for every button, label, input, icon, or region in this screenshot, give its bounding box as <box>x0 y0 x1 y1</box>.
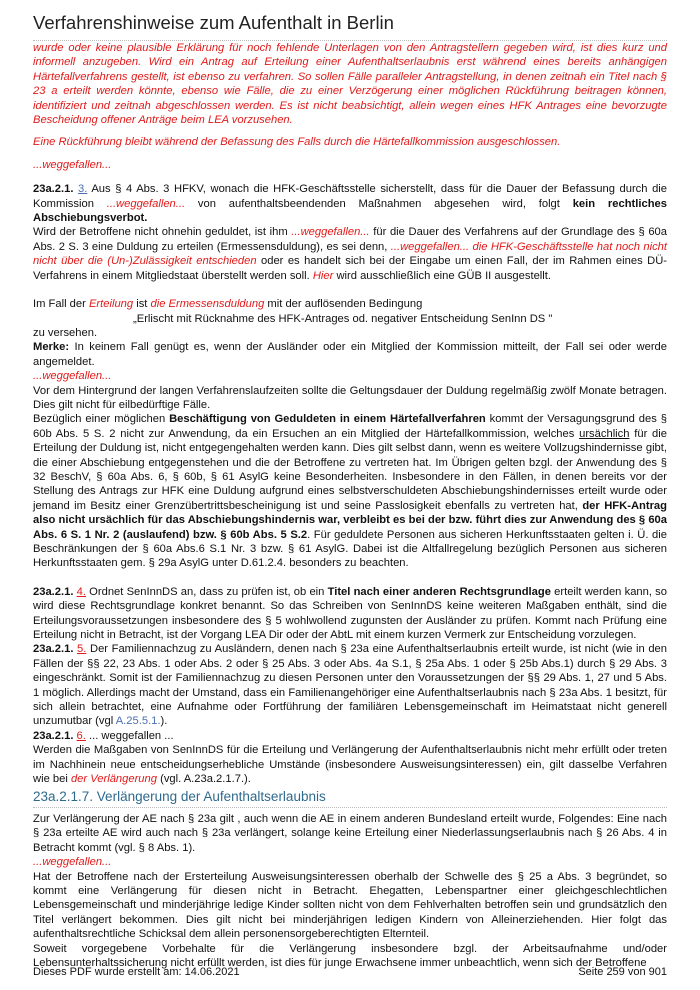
weggefallen-inline: ...weggefallen... <box>106 197 186 210</box>
bold-text: der HFK-Antrag also nicht ursächlich für das Abschiebungshindernis war, verbleibt es bei der bzw. führt dies zur Anwendung des § 60a Abs. 6 S. 1 Nr. 2 (auslaufend) bzw. § 60b Abs. 5 S.2 <box>33 499 667 541</box>
section-6-paragraph <box>33 729 667 743</box>
text: Werden die Maßgaben von SenInnDS für die Erteilung und Verlängerung der Aufenthaltserlaubnis nicht mehr erfüllt oder treten im Nachhinein neue entscheidungserhebliche Umstände (insbesondere Ausweisungsinteressen) ein, gilt dasselbe Verfahren wie bei <box>33 744 667 786</box>
section-6-paragraph-2 <box>33 743 667 786</box>
condition-quote: „Erlischt mit Rücknahme des HFK-Antrages od. negativer Entscheidung SenInn DS " <box>133 312 553 325</box>
red-inline: Hier <box>312 269 334 282</box>
merke-paragraph <box>33 340 667 369</box>
weggefallen-note: ...weggefallen... <box>33 370 112 383</box>
text: Aus § 4 Abs. 3 HFKV, wonach die HFK-Geschäftsstelle sicherstellt, dass für die Dauer der Befassung durch die Kommission <box>33 183 668 210</box>
fall-paragraph <box>33 297 667 311</box>
red-inline: ...weggefallen... die HFK-Geschäftsstelle hat noch nicht nicht über die (Un-)Zulässigkeit entschieden <box>33 240 667 268</box>
text: . Für geduldete Personen aus sicheren Herkunftsstaaten gelten i. Ü. die Beschränkungen der § 60a Abs.6 S.1 Nr. 3 bzw. § 61 AsylG. Dabei ist die Altfallregelung bezüglich Personen aus sicheren Herkunftsstaaten gem. § 29a AsylG unter D.61.2.4. besonders zu beachten. <box>33 528 667 570</box>
text: In keinem Fall genügt es, wenn der Ausländer oder ein Mitglied der Kommission mitteilt, der Fall sei oder werde angemeldet. <box>33 341 667 368</box>
section-number: 23a.2.1. <box>33 183 74 196</box>
red-inline: der Verlängerung <box>70 773 157 786</box>
text: erteilt werden kann, so wird diese Rechtsgrundlage konkret benannt. So das Schreiben von SenInnDS keine weiteren Maßgaben enthält, sind die Erteilungsvoraussetzungen insbesondere des § 5 wohlwollend zugunsten der Ausländer zu prüfen. Kommt nach Prüfung eine Erteilung nicht in Betracht, ist der Vorgang LEA Dir oder der AbtL mit einem kurzen Vermerk zur Entscheidung vorzulegen. <box>33 585 667 642</box>
section-5-paragraph <box>33 642 667 728</box>
text: ... weggefallen ... <box>85 729 174 742</box>
page-footer <box>33 966 667 978</box>
text: . <box>144 212 148 225</box>
versehen-line: zu versehen. <box>33 326 98 339</box>
section-3-link[interactable]: 3. <box>78 183 88 196</box>
underlined-text: ursächlich <box>579 427 630 440</box>
text: Wird der Betroffene nicht ohnehin geduldet, ist ihm <box>33 226 292 239</box>
section-4-link[interactable]: 4. <box>76 585 86 598</box>
intro-paragraph: wurde oder keine plausible Erklärung für noch fehlende Unterlagen von den Antragstellern gegeben wird, ist dies kurz und informell anzugeben. Wird ein Antrag auf Erteilung einer Aufenthaltserlaubnis erst während eines bereits anhängigen Härtefallverfahrens gestellt, ist ebenso zu verfahren. So sollen Fälle paralleler Antragstellung, in denen zeitnah ein Titel nach § 23 a erteilt werden könnte, ebenso wie Fälle, die zu einer Verzögerung einer möglichen Rückführung beitragen können, identifiziert und zeitnah abgeschlossen werden. Es ist nicht beabsichtigt, allein wegen eines HFK Antrages eine bevorzugte Bescheidung offener Anträge beim LEA vorzusehen. <box>33 42 667 127</box>
text: Im Fall der <box>33 298 89 311</box>
reference-link[interactable]: A.25.5.1. <box>115 715 161 728</box>
weggefallen-inline: ...weggefallen... <box>291 226 370 239</box>
text: von aufenthaltsbeendenden Maßnahmen abgesehen wird, folgt <box>185 197 573 210</box>
document-body <box>33 41 667 970</box>
section-number: 23a.2.1. <box>33 729 74 742</box>
weggefallen-note: ...weggefallen... <box>33 856 112 869</box>
weggefallen-note: ...weggefallen... <box>33 158 112 171</box>
section-3-paragraph <box>33 182 667 225</box>
section-heading: 23a.2.1.7. Verlängerung der Aufenthaltserlaubnis <box>33 790 667 808</box>
section-number: 23a.2.1. <box>33 585 74 598</box>
bold-text: Beschäftigung von Geduldeten in einem Härtefallverfahren <box>169 413 486 426</box>
rueckfuehrung-paragraph: Eine Rückführung bleibt während der Befassung des Falls durch die Härtefallkommission ausgeschlossen. <box>33 136 561 149</box>
red-inline: die Ermessensduldung <box>150 298 265 311</box>
section-4-paragraph <box>33 585 667 643</box>
text: (vgl. A.23a.2.1.7.). <box>156 773 251 786</box>
text: mit der auflösenden Bedingung <box>264 298 423 311</box>
verlaengerung-paragraph-3: Soweit vorgegebene Vorbehalte für die Verlängerung insbesondere bzgl. der Arbeitsaufnahme und/oder Lebensunterhaltssicherung nicht erfüllt werden, ist dies für junge Erwachsene immer unbeachtlich, wenn sich der Betroffene <box>33 942 667 969</box>
text: für die Dauer des Verfahrens auf der Grundlage des § 60a Abs. 2 S. 3 eine Duldung zu erteilen (Ermessensduldung), es sei denn, <box>33 226 667 253</box>
text: oder es handelt sich bei der Eingabe um einen Fall, der im Rahmen eines DÜ-Verfahrens in einem Mitgliedstaat überstellt werden soll. <box>33 255 667 282</box>
page-number: Seite 259 von 901 <box>578 966 667 978</box>
text: wird ausschließlich eine GÜB II ausgestellt. <box>333 269 551 282</box>
section-number: 23a.2.1. <box>33 643 74 656</box>
bold-text: kein rechtliches Abschiebungsverbot <box>33 197 667 225</box>
red-inline: Erteilung <box>88 298 134 311</box>
text: Der Familiennachzug zu Ausländern, denen nach § 23a eine Aufenthaltserlaubnis erteilt wurde, ist nicht (wie in den Fällen der §§ 22, 23 Abs. 1 oder Abs. 2 oder § 25 Abs. 3 oder Abs. 4a S.1, § 25a Abs. 1 oder § 25b Abs.1) durch § 29 Abs. 3 eingeschränkt. Somit ist der Familiennachzug zu diesen Personen unter den Voraussetzungen der §§ 29 Abs. 1, 27 und 5 Abs. 1 möglich. Allerdings macht der Umstand, dass ein Familienangehöriger eine Aufenthaltserlaubnis nach § 23a Abs. 1 besitzt, für sich allein betrachtet, eine Aufnahme oder Fortführung der familiären Lebensgemeinschaft im Heimatstaat nicht generell unzumutbar (vgl <box>33 643 667 728</box>
page-title: Verfahrenshinweise zum Aufenthalt in Berlin <box>33 12 667 41</box>
section-6-link[interactable]: 6. <box>76 729 86 742</box>
merke-label: Merke: <box>33 341 70 354</box>
verlaengerung-paragraph-1: Zur Verlängerung der AE nach § 23a gilt , auch wenn die AE in einem anderen Bundesland erteilt wurde, Folgendes: Eine nach § 23a erteilte AE wird auch nach § 23a verlängert, solange keine Erteilung einer Niederlassungserlaubnis nach § 26 Abs. 4 in Betracht kommt (vgl. § 8 Abs. 1). <box>33 812 667 854</box>
text: Bezüglich einer möglichen <box>33 413 170 426</box>
verlaengerung-paragraph-2: Hat der Betroffene nach der Ersterteilung Ausweisungsinteressen oberhalb der Schwelle des § 25 a Abs. 3 begründet, so kommt eine Verlängerung für diesen nicht in Betracht. Ehegatten, Lebenspartner einer gleichgeschlechtlichen Lebensgemeinschaft und minderjährige ledige Kinder sollten nicht von dem Fehlverhalten betroffen sein und grundsätzlich den Titel verlängert bekommen. Dies gilt nicht bei minderjährigen ledigen Kindern von Alleinerziehenden. Hier folgt das aufenthaltsrechtliche Schicksal dem allein personensorgeberechtigten Elternteil. <box>33 870 667 941</box>
beschaeftigung-paragraph <box>33 412 667 570</box>
text: ist <box>133 298 151 311</box>
text: Ordnet SenInnDS an, dass zu prüfen ist, ob ein <box>85 585 328 598</box>
section-5-link[interactable]: 5. <box>77 643 87 656</box>
text: ). <box>160 715 168 728</box>
document-page <box>33 0 667 990</box>
created-date: Dieses PDF wurde erstellt am: 14.06.2021 <box>33 966 240 978</box>
section-3-paragraph-2 <box>33 225 667 283</box>
geltungsdauer-paragraph: Vor dem Hintergrund der langen Verfahrenslaufzeiten sollte die Geltungsdauer der Duldung regelmäßig zwölf Monate betragen. Dies gilt nicht für eilbedürftige Fälle. <box>33 384 667 411</box>
text: kommt der Versagungsgrund des § 60b Abs. 5 S. 2 nicht zur Anwendung, da ein Ersuchen an ein Mitglied der Härtefallkommission, welches <box>33 413 667 440</box>
text: für die Erteilung der Duldung ist, nicht entgegengehalten werden kann. Dies gilt selbst dann, wenn es weitere Vollzugshindernisse gibt, die einer Abschiebung entgegenstehen und die der Betroffene zu vertreten hat. Im Übrigen gelten bzgl. der Anwendung des § 32 BeschV, § 60a Abs. 6, § 60b, § 61 AsylG keine Besonderheiten. Insbesondere in den Fällen, in denen bereits vor der Stellung des Antrags zur HFK eine Duldung aufgrund eines selbstverschuldeten Abschiebungshindernisses erteilt wurde oder jemand im Besitz einer Grenzübertrittsbescheinigung ist und seine Passlosigkeit ebenfalls zu vertreten hat, <box>33 427 667 512</box>
bold-text: Titel nach einer anderen Rechtsgrundlage <box>327 585 551 598</box>
